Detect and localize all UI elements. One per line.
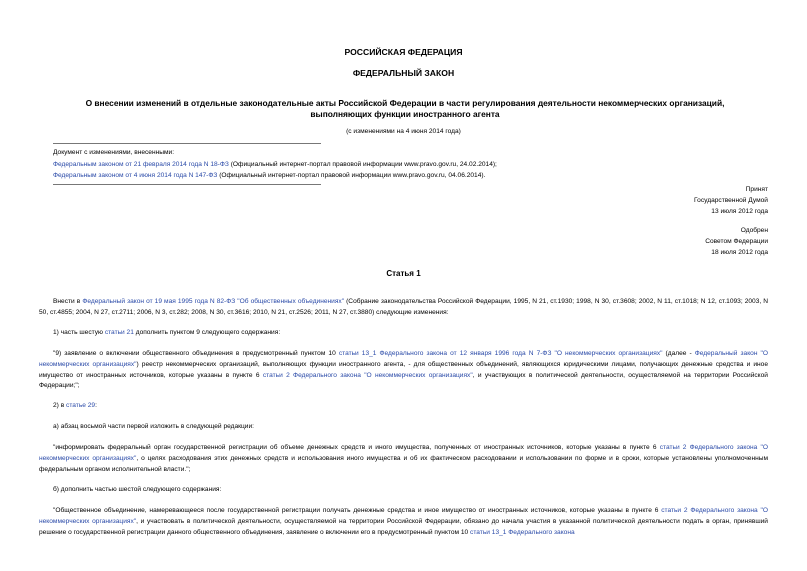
text-span: "9) заявление о включении общественного объединения в предусмотренный пунктом 10 [53,350,339,357]
adoption-duma [694,185,768,217]
amendment-link-1[interactable]: Федеральным законом от 21 февраля 2014 года N 18-ФЗ [53,160,229,168]
text-span: , и участвующих в политической деятельности, осуществляемой на территории Российской Федерации;"; [39,371,768,390]
article-2-link[interactable]: статьи 2 Федерального закона "О некоммерческих организациях" [262,371,473,379]
document-country: РОССИЙСКАЯ ФЕДЕРАЦИЯ [344,47,463,57]
amendment-item [53,159,573,171]
amendments-intro: Документ с изменениями, внесенными: [53,149,175,156]
divider-top [53,143,321,144]
paragraph-intro [39,297,768,319]
article-2-link[interactable]: статьи 2 Федерального закона "О некоммерческих организациях" [39,444,768,462]
approval-label: Одобрен [740,227,768,234]
adoption-date: 13 июля 2012 года [711,207,768,215]
divider-bottom [53,184,321,185]
paragraph-subitem-b: б) дополнить частью шестой следующего содержания: [53,486,222,493]
text-span: "Общественное объединение, намеревающееся после государственной регистрации получать денежные средства и иное имущество от иностранных источников, которые указаны в пункте 6 [53,507,662,514]
text-span: дополнить пунктом 9 следующего содержания: [133,329,281,336]
paragraph-item-2 [39,401,768,412]
article-2-link[interactable]: статьи 2 Федерального закона "О некоммерческих организациях" [39,507,768,525]
nko-law-link[interactable]: Федеральный закон "О некоммерческих организациях" [39,350,769,368]
text-span: : [95,402,97,409]
law-7fz-link[interactable]: статьи 13_1 Федерального закона от 12 января 1996 года N 7-ФЗ "О некоммерческих организациях" [338,350,663,357]
text-span: 2) в [53,402,67,409]
paragraph-item-1 [39,328,768,339]
law-link-82fz[interactable]: Федеральный закон от 19 мая 1995 года N 82-ФЗ "Об общественных объединениях" [82,298,345,305]
adoption-label: Принят [745,186,768,193]
text-span: , и участвовать в политической деятельности, осуществляемой на территории Российской Федерации, обязано до начала участия в указанной политической деятельности подать в орган, принявший решение о государственной регистрации данного общественного объединения, заявление о включении его в предусмотренный пунктом 10 [39,517,768,536]
paragraph-quote-inform [39,443,768,475]
document-type: ФЕДЕРАЛЬНЫЙ ЗАКОН [352,68,455,78]
article-13-1-link[interactable]: статьи 13_1 Федерального закона [470,528,575,536]
adoption-body: Государственной Думой [694,196,768,204]
amendment-source-1: (Официальный интернет-портал правовой информации www.pravo.gov.ru, 24.02.2014); [228,160,497,168]
revision-note: (с изменениями на 4 июня 2014 года) [346,128,461,135]
amendments-block [53,147,573,182]
adoption-federation-council [705,226,768,258]
amendment-link-2[interactable]: Федеральным законом от 4 июня 2014 года N 147-ФЗ [53,172,218,180]
text-span: , о целях расходования этих денежных средств и использования иного имущества и об их фактическом расходовании и использовании по форме и в сроки, которые установлены уполномоченным федеральным органом исполнительной власти."; [39,454,769,473]
text-span: (далее - [662,350,695,357]
article-title: Статья 1 [386,269,421,278]
paragraph-subitem-a: а) абзац восьмой части первой изложить в следующей редакции: [53,423,255,430]
article-29-link[interactable]: статье 29 [66,402,96,409]
document-title: О внесении изменений в отдельные законодательные акты Российской Федерации в части регулирования деятельности некоммерческих организаций, выполняющих функции иностранного агента [85,98,725,119]
text-span: "информировать федеральный орган государственной регистрации об объеме денежных средств и иного имущества, полученных от иностранных источников, которые указаны в пункте 6 [53,444,660,451]
amendment-item [53,170,573,182]
amendment-source-2: (Официальный интернет-портал правовой информации www.pravo.gov.ru, 04.06.2014). [217,172,486,180]
paragraph-quote-registration [39,506,768,538]
approval-body: Советом Федерации [705,237,768,245]
text-span: Внести в [53,298,83,305]
paragraph-quote-9 [39,349,768,392]
text-span: ) реестр некоммерческих организаций, выполняющих функции иностранного агента, - для общественных объединений, являющихся юридическими лицами, получающих денежные средства и иное имущество от иностранных источников, которые указаны в пункте 6 [39,360,768,379]
article-21-link[interactable]: статьи 21 [104,329,134,336]
approval-date: 18 июля 2012 года [711,248,768,256]
text-span: 1) часть шестую [53,329,105,336]
text-span: (Собрание законодательства Российской Федерации, 1995, N 21, ст.1930; 1998, N 30, ст.3608; 2002, N 11, ст.1018; N 12, ст.1093; 2003, N 50, ст.4855; 2004, N 27, ст.2711; 2006, N 3, ст.282; 2008, N 30, ст.3616; 2010, N 21, ст.2526; 2011, N 27, ст.3880) следующие изменения: [39,298,769,316]
